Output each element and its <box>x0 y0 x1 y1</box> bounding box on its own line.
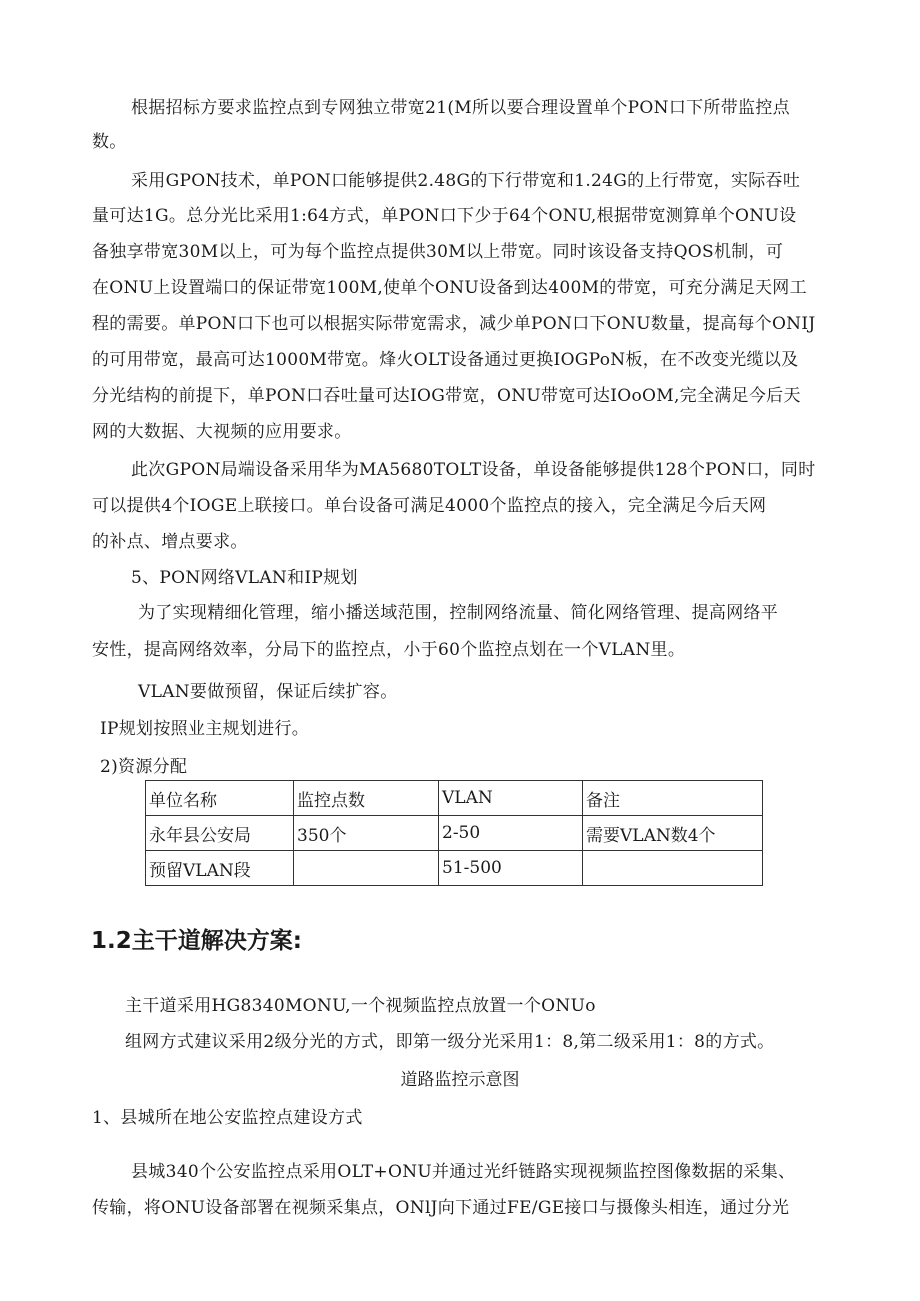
table-header-row <box>146 781 763 816</box>
paragraph-networking-mode: 组网方式建议采用2级分光的方式，即第一级分光采用1：8,第二级采用1：8的方式。 <box>125 1032 775 1052</box>
table-cell <box>583 851 763 886</box>
table-cell: 需要VLAN数4个 <box>583 816 763 851</box>
paragraph-olt-line-2: 可以提供4个IOGE上联接口。单台设备可满足4000个监控点的接入，完全满足今后天网 <box>92 496 767 516</box>
paragraph-county-line-1: 县城340个公安监控点采用OLT+ONU并通过光纤链路实现视频监控图像数据的采集、 <box>131 1162 796 1182</box>
table-cell: 350个 <box>294 816 439 851</box>
paragraph-gpon-line-8: 网的大数据、大视频的应用要求。 <box>92 422 352 442</box>
paragraph-bandwidth-requirement-line-1: 根据招标方要求监控点到专网独立带宽21(M所以要合理设置单个PON口下所带监控点 <box>131 98 790 118</box>
paragraph-gpon-line-6: 的可用带宽，最高可达1000M带宽。烽火OLT设备通过更换IOGPoN板，在不改变光缆以及 <box>92 350 799 370</box>
resource-allocation-table <box>145 780 763 886</box>
section-heading-1-2: 1.2主干道解决方案: <box>91 928 302 954</box>
table-cell: 永年县公安局 <box>146 816 294 851</box>
paragraph-gpon-line-4: 在ONU上设置端口的保证带宽100M,使单个ONU设备到达400M的带宽，可充分满足天网工 <box>92 278 807 298</box>
table-cell <box>294 851 439 886</box>
table-header-cell: VLAN <box>439 781 583 816</box>
paragraph-trunk-road: 主干道采用HG8340MONU,一个视频监控点放置一个ONUo <box>125 996 596 1016</box>
paragraph-olt-line-1: 此次GPON局端设备采用华为MA5680TOLT设备，单设备能够提供128个PON口，同时 <box>131 460 816 480</box>
table-cell: 2-50 <box>439 816 583 851</box>
section-5-title: 5、PON网络VLAN和IP规划 <box>131 568 358 588</box>
paragraph-gpon-line-5: 程的需要。单PON口下也可以根据实际带宽需求，减少单PON口下ONU数量，提高每个ONIJ <box>92 314 816 334</box>
paragraph-vlan-line-1: 为了实现精细化管理，缩小播送域范围，控制网络流量、简化网络管理、提高网络平 <box>138 603 779 623</box>
paragraph-gpon-line-7: 分光结构的前提下，单PON口吞吐量可达IOG带宽，ONU带宽可达IOoOM,完全满足今后天 <box>92 386 801 406</box>
figure-caption: 道路监控示意图 <box>400 1070 520 1090</box>
paragraph-gpon-line-3: 备独享带宽30M以上，可为每个监控点提供30M以上带宽。同时该设备支持QOS机制，可 <box>92 242 784 262</box>
table-header-cell: 备注 <box>583 781 763 816</box>
table-row <box>146 816 763 851</box>
table-row <box>146 851 763 886</box>
paragraph-bandwidth-requirement-line-2: 数。 <box>92 132 127 152</box>
paragraph-gpon-line-2: 量可达1G。总分光比采用1:64方式，单PON口下少于64个ONU,根据带宽测算单个ONU设 <box>92 206 797 226</box>
table-header-cell: 监控点数 <box>294 781 439 816</box>
table-cell: 预留VLAN段 <box>146 851 294 886</box>
paragraph-county-line-2: 传输，将ONU设备部署在视频采集点，ONlJ向下通过FE/GE接口与摄像头相连，通过分光 <box>92 1198 790 1218</box>
section-1-title: 1、县城所在地公安监控点建设方式 <box>92 1108 363 1128</box>
section-2-title: 2)资源分配 <box>100 757 188 777</box>
table-cell: 51-500 <box>439 851 583 886</box>
paragraph-vlan-reserve: VLAN要做预留，保证后续扩容。 <box>138 682 398 702</box>
table-header-cell: 单位名称 <box>146 781 294 816</box>
paragraph-vlan-line-2: 安性，提高网络效率，分局下的监控点，小于60个监控点划在一个VLAN里。 <box>92 640 686 660</box>
paragraph-olt-line-3: 的补点、增点要求。 <box>92 532 248 552</box>
paragraph-ip-plan: IP规划按照业主规划进行。 <box>100 719 310 739</box>
paragraph-gpon-line-1: 采用GPON技术，单PON口能够提供2.48G的下行带宽和1.24G的上行带宽，实际吞吐 <box>131 171 801 191</box>
